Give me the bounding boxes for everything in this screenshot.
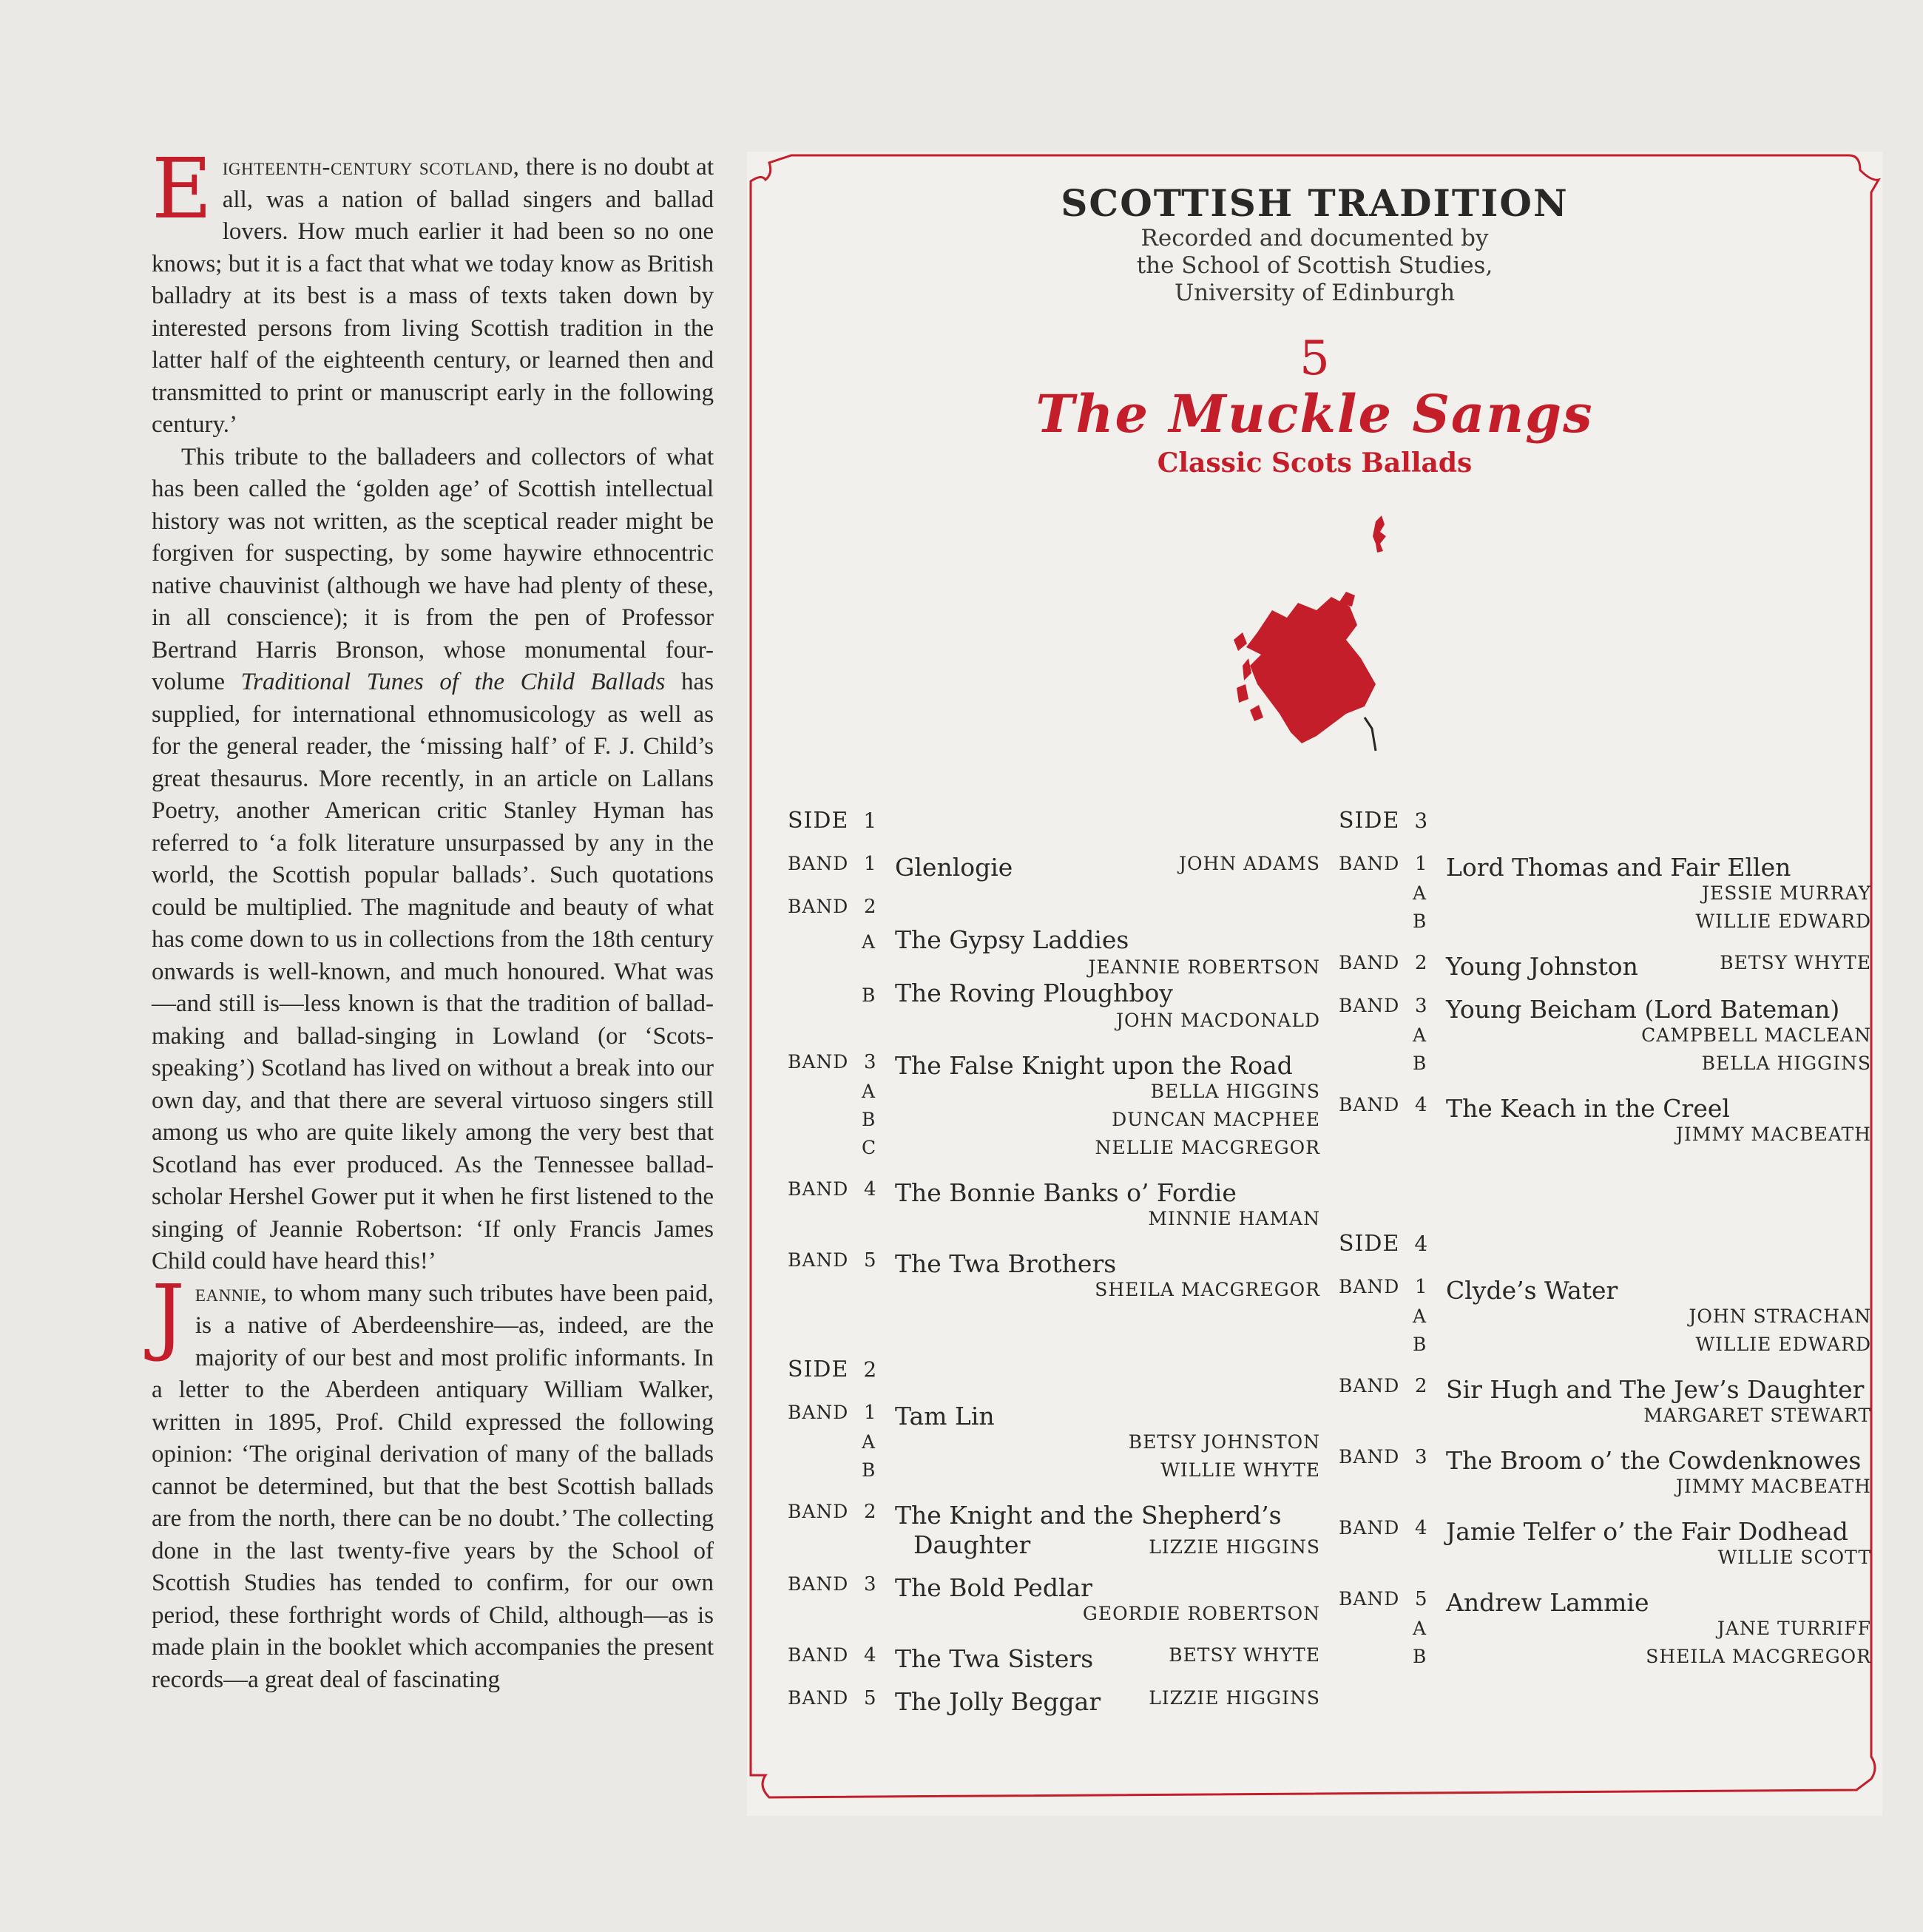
side-4-band-3: BAND 3 The Broom o’ the Cowdenknowes JIMMY MACBEATH [1339, 1446, 1871, 1497]
side-1-heading: SIDE 1 [788, 808, 878, 834]
album-title: The Muckle Sangs [1035, 383, 1594, 445]
singer: JESSIE MURRAY [1701, 882, 1871, 904]
singer: MINNIE HAMAN [1148, 1208, 1320, 1229]
singer: CAMPBELL MACLEAN [1641, 1024, 1871, 1046]
side-4-band-2: BAND 2 Sir Hugh and The Jew’s Daughter MARGARET STEWART [1339, 1375, 1871, 1426]
singer: LIZZIE HIGGINS [1149, 1536, 1320, 1558]
singer: WILLIE EDWARD [1695, 1334, 1871, 1355]
track-title: Andrew Lammie [1446, 1588, 1649, 1617]
track-title: The Twa Brothers [895, 1249, 1117, 1278]
book-title: Traditional Tunes of the Child Ballads [240, 669, 666, 695]
tracklist-right [1339, 803, 1871, 1674]
side-2-band-3: BAND 3 The Bold Pedlar GEORDIE ROBERTSON [788, 1573, 1320, 1624]
track-title: Lord Thomas and Fair Ellen [1446, 853, 1791, 882]
album-subtitle: Classic Scots Ballads [1157, 447, 1473, 479]
credit-line-1: Recorded and documented by [1140, 225, 1489, 251]
track-title: The Keach in the Creel [1446, 1094, 1730, 1123]
singer: BELLA HIGGINS [1150, 1081, 1320, 1102]
track-title: The Broom o’ the Cowdenknowes [1446, 1446, 1862, 1475]
singer: JOHN ADAMS [1178, 853, 1320, 874]
side-3-band-2: BAND 2 Young Johnston BETSY WHYTE [1339, 952, 1871, 981]
track-title: Tam Lin [895, 1402, 995, 1431]
volume-number: 5 [1300, 331, 1330, 386]
singer: BETSY WHYTE [1169, 1644, 1320, 1666]
track-title: The Bold Pedlar [895, 1573, 1092, 1602]
track-title: Jamie Telfer o’ the Fair Dodhead [1446, 1517, 1848, 1546]
side-1-band-1: BAND 1 Glenlogie JOHN ADAMS [788, 853, 1320, 882]
side-3-band-4: BAND 4 The Keach in the Creel JIMMY MACBEATH [1339, 1094, 1871, 1145]
singer: LIZZIE HIGGINS [1149, 1687, 1320, 1709]
credit-line-2: the School of Scottish Studies, [1136, 252, 1493, 279]
side-1-band-2: BAND 2 A The Gypsy Laddies JEANNIE ROBERTSON B The Roving Ploughboy JOHN MACDONALD [788, 896, 1320, 1031]
tracklist-left [788, 803, 1320, 1717]
singer: JOHN STRACHAN [1689, 1306, 1871, 1327]
essay-paragraph-1: Eighteenth-century scotland, there is no doubt at all, was a nation of ballad singers and ballad lovers. How much earlier it had been so no one knows; but it is a fact that what we today know as British balladry at its best is a mass of texts taken down by interested persons from living Scottish tradition in the latter half of the eighteenth century, or learned then and transmitted to print or manuscript early in the following century.’ [152, 141, 714, 438]
track-title: The Roving Ploughboy [895, 979, 1173, 1007]
singer: JIMMY MACBEATH [1675, 1124, 1871, 1145]
track-title: Young Johnston [1446, 952, 1638, 981]
singer: JOHN MACDONALD [1115, 1010, 1320, 1031]
side-3-band-1: BAND 1 Lord Thomas and Fair Ellen A JESSIE MURRAY B WILLIE EDWARD [1339, 853, 1871, 932]
side-1-band-3: BAND 3 The False Knight upon the Road A BELLA HIGGINS B DUNCAN MACPHEE C NELLIE MACGREGOR [788, 1051, 1320, 1158]
singer: WILLIE SCOTT [1717, 1547, 1871, 1568]
drop-cap-j: J [152, 1267, 185, 1364]
singer: SHEILA MACGREGOR [1646, 1646, 1871, 1667]
track-title: Sir Hugh and The Jew’s Daughter [1446, 1375, 1865, 1404]
essay-column [152, 141, 714, 1696]
side-1-band-4: BAND 4 The Bonnie Banks o’ Fordie MINNIE HAMAN [788, 1178, 1320, 1229]
track-title: Young Beicham (Lord Bateman) [1446, 995, 1840, 1024]
side-4-band-1: BAND 1 Clyde’s Water A JOHN STRACHAN B WILLIE EDWARD [1339, 1276, 1871, 1355]
singer: SHEILA MACGREGOR [1095, 1279, 1320, 1300]
side-2-band-2: BAND 2 The Knight and the Shepherd’s Daughter LIZZIE HIGGINS [788, 1501, 1320, 1559]
side-1-band-5: BAND 5 The Twa Brothers SHEILA MACGREGOR [788, 1249, 1320, 1300]
singer: BETSY JOHNSTON [1128, 1431, 1320, 1453]
credit-line-3: University of Edinburgh [1174, 280, 1456, 306]
record-insert-panel [747, 152, 1882, 1816]
essay-paragraph-3: Jeannie, to whom many such tributes have been paid, is a native of Aberdeenshire—as, indeed, are the majority of our best and most prolific informants. In a letter to the Aberdeen antiquary William Walker, written in 1895, Prof. Child expressed the following opinion: ‘The original derivation of many of the ballads cannot be determined, but that the best Scottish ballads are from the north, there can be no doubt.’ The collecting done in the last twenty-five years by the School of Scottish Studies has tended to confirm, for our own period, these forthright words of Child, although—as is made plain in the booklet which accompanies the present records—a great deal of fascinating [152, 1267, 714, 1693]
essay-paragraph-2: This tribute to the balladeers and collectors of what has been called the ‘golden age’ of Scottish intellectual history was not written, as the sceptical reader might be forgiven for suspecting, by some haywire ethnocentric native chauvinist (although we have had plenty of these, in all conscience); it is from the pen of Professor Bertrand Harris Bronson, whose monumental four-volume Traditional Tunes of the Child Ballads has supplied, for international ethnomusicology as well as for the general reader, the ‘missing half’ of F. J. Child’s great thesaurus. More recently, in an article on Lallans Poetry, another American critic Stanley Hyman has referred to ‘a folk literature unsurpassed by any in the world, the Scottish popular ballads’. Such quotations could be multiplied. The magnitude and beauty of what has come down to us in collections from the 18th century onwards is well-known, and much honoured. What was—and still is—less known is that the tradition of ballad-making and ballad-singing in Lowland (or ‘Scots-speaking’) Scotland has lived on without a break into our own day, and that there are several virtuoso singers still among us who are quite likely among the very best that Scotland has ever produced. As the Tennessee ballad-scholar Hershel Gower put it when he first listened to the singing of Jeannie Robertson: ‘If only Francis James Child could have heard this!’ [152, 443, 714, 1274]
drop-cap-e: E [152, 141, 212, 237]
series-title: SCOTTISH TRADITION [1061, 181, 1569, 225]
side-3-heading: SIDE 3 [1339, 808, 1429, 834]
side-3-band-3: BAND 3 Young Beicham (Lord Bateman) A CAMPBELL MACLEAN B BELLA HIGGINS [1339, 995, 1871, 1074]
side-4-band-4: BAND 4 Jamie Telfer o’ the Fair Dodhead WILLIE SCOTT [1339, 1517, 1871, 1568]
singer: DUNCAN MACPHEE [1112, 1109, 1320, 1130]
track-title: The Knight and the Shepherd’s [895, 1501, 1282, 1530]
singer: JANE TURRIFF [1717, 1618, 1871, 1639]
singer: BELLA HIGGINS [1701, 1053, 1871, 1074]
track-title: The Jolly Beggar [895, 1687, 1101, 1716]
singer: NELLIE MACGREGOR [1095, 1137, 1320, 1158]
track-title: The Twa Sisters [895, 1644, 1094, 1673]
side-2-heading: SIDE 2 [788, 1357, 878, 1382]
singer: GEORDIE ROBERTSON [1082, 1603, 1320, 1624]
singer: JIMMY MACBEATH [1675, 1476, 1871, 1497]
track-title: The False Knight upon the Road [895, 1051, 1293, 1080]
track-title-cont: Daughter [913, 1530, 1031, 1559]
singer: BETSY WHYTE [1720, 952, 1871, 973]
singer: WILLIE WHYTE [1160, 1459, 1320, 1481]
side-2-band-4: BAND 4 The Twa Sisters BETSY WHYTE [788, 1644, 1320, 1673]
insert-header [747, 181, 1882, 479]
scotland-map-icon [1228, 514, 1405, 758]
singer: WILLIE EDWARD [1695, 911, 1871, 932]
singer: JEANNIE ROBERTSON [1088, 956, 1320, 978]
track-title: Clyde’s Water [1446, 1276, 1618, 1305]
side-2-band-5: BAND 5 The Jolly Beggar LIZZIE HIGGINS [788, 1687, 1320, 1716]
track-title: The Bonnie Banks o’ Fordie [895, 1178, 1237, 1207]
track-title: The Gypsy Laddies [895, 925, 1129, 954]
track-title: Glenlogie [895, 853, 1013, 882]
side-4-band-5: BAND 5 Andrew Lammie A JANE TURRIFF B SHEILA MACGREGOR [1339, 1588, 1871, 1667]
side-4-heading: SIDE 4 [1339, 1231, 1429, 1257]
side-2-band-1: BAND 1 Tam Lin A BETSY JOHNSTON B WILLIE WHYTE [788, 1402, 1320, 1481]
singer: MARGARET STEWART [1643, 1405, 1871, 1426]
